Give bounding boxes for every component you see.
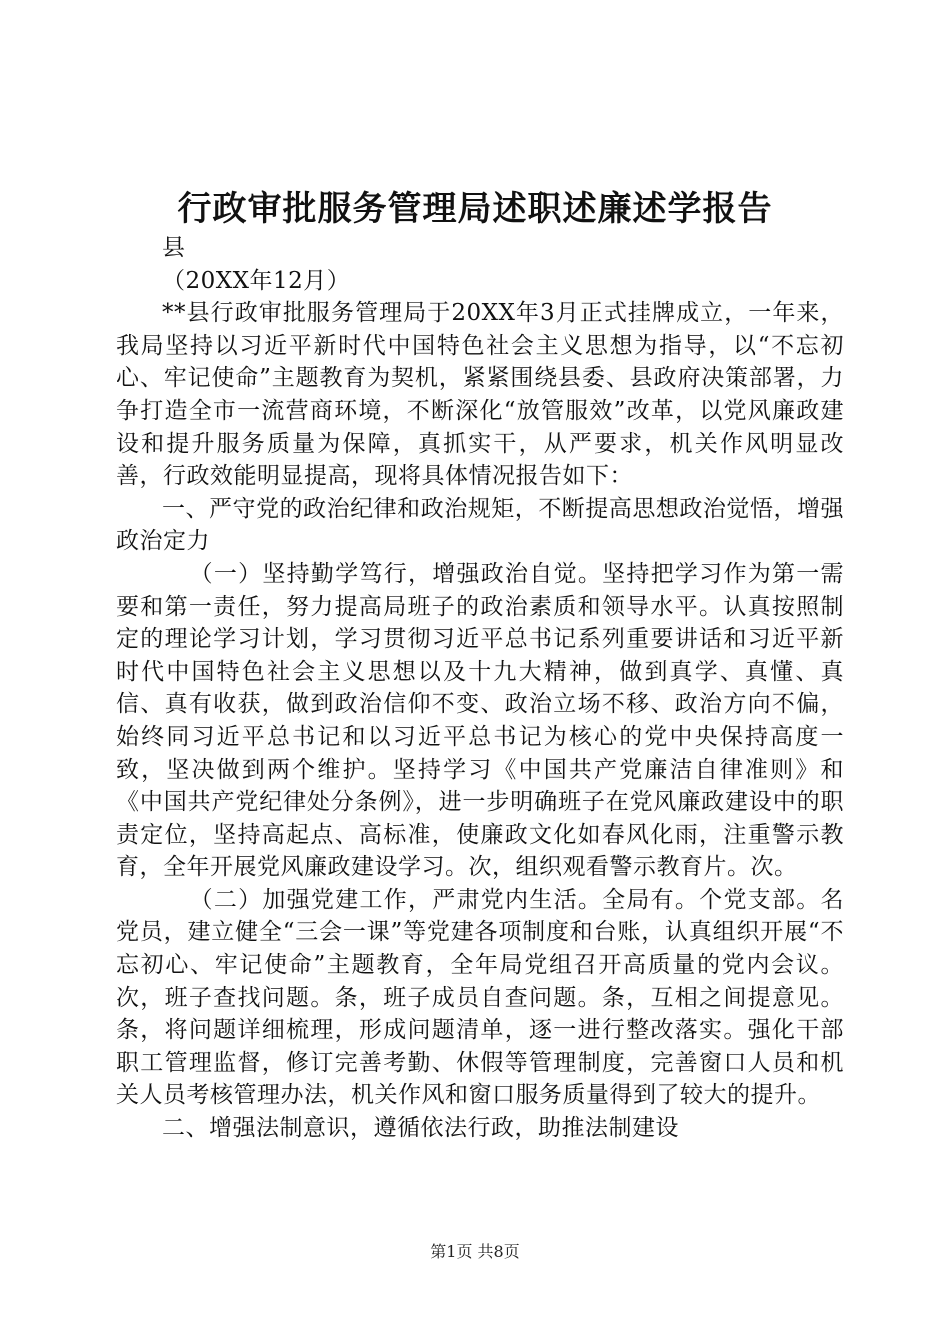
paragraph-date: （20XX年12月） bbox=[162, 267, 351, 294]
section-heading-2: 二、增强法制意识，遵循依法行政，助推法制建设 bbox=[162, 1115, 679, 1142]
document-title: 行政审批服务管理局述职述廉述学报告 bbox=[177, 189, 773, 229]
document-body bbox=[116, 232, 844, 1145]
paragraph-intro: **县行政审批服务管理局于20XX年3月正式挂牌成立，一年来，我局坚持以习近平新时代中国特色社会主义思想为指导，以“不忘初心、牢记使命”主题教育为契机，紧紧围绕县委、县政府决策部署，力争打造全市一流营商环境，不断深化“放管服效”改革，以党风廉政建设和提升服务质量为保障，真抓实干，从严要求，机关作风明显改善，行政效能明显提高，现将具体情况报告如下： bbox=[116, 300, 844, 490]
paragraph-subsection-2: （二）加强党建工作，严肃党内生活。全局有。个党支部。名党员，建立健全“三会一课”等党建各项制度和台账，认真组织开展“不忘初心、牢记使命”主题教育，全年局党组召开高质量的党内会议。次，班子查找问题。条，班子成员自查问题。条，互相之间提意见。条，将问题详细梳理，形成问题清单，逐一进行整改落实。强化干部职工管理监督，修订完善考勤、休假等管理制度，完善窗口人员和机关人员考核管理办法，机关作风和窗口服务质量得到了较大的提升。 bbox=[116, 886, 844, 1109]
paragraph-subsection-1: （一）坚持勤学笃行，增强政治自觉。坚持把学习作为第一需要和第一责任，努力提高局班子的政治素质和领导水平。认真按照制定的理论学习计划，学习贯彻习近平总书记系列重要讲话和习近平新时代中国特色社会主义思想以及十九大精神，做到真学、真懂、真信、真有收获，做到政治信仰不变、政治立场不移、政治方向不偏，始终同习近平总书记和以习近平总书记为核心的党中央保持高度一致，坚决做到两个维护。坚持学习《中国共产党廉洁自律准则》和《中国共产党纪律处分条例》，进一步明确班子在党风廉政建设中的职责定位，坚持高起点、高标准，使廉政文化如春风化雨，注重警示教育，全年开展党风廉政建设学习。次，组织观看警示教育片。次。 bbox=[116, 560, 844, 881]
paragraph-county: 县 bbox=[162, 235, 186, 261]
section-heading-1: 一、严守党的政治纪律和政治规矩，不断提高思想政治觉悟，增强政治定力 bbox=[116, 495, 844, 555]
page-footer: 第1页 共8页 bbox=[430, 1242, 520, 1261]
